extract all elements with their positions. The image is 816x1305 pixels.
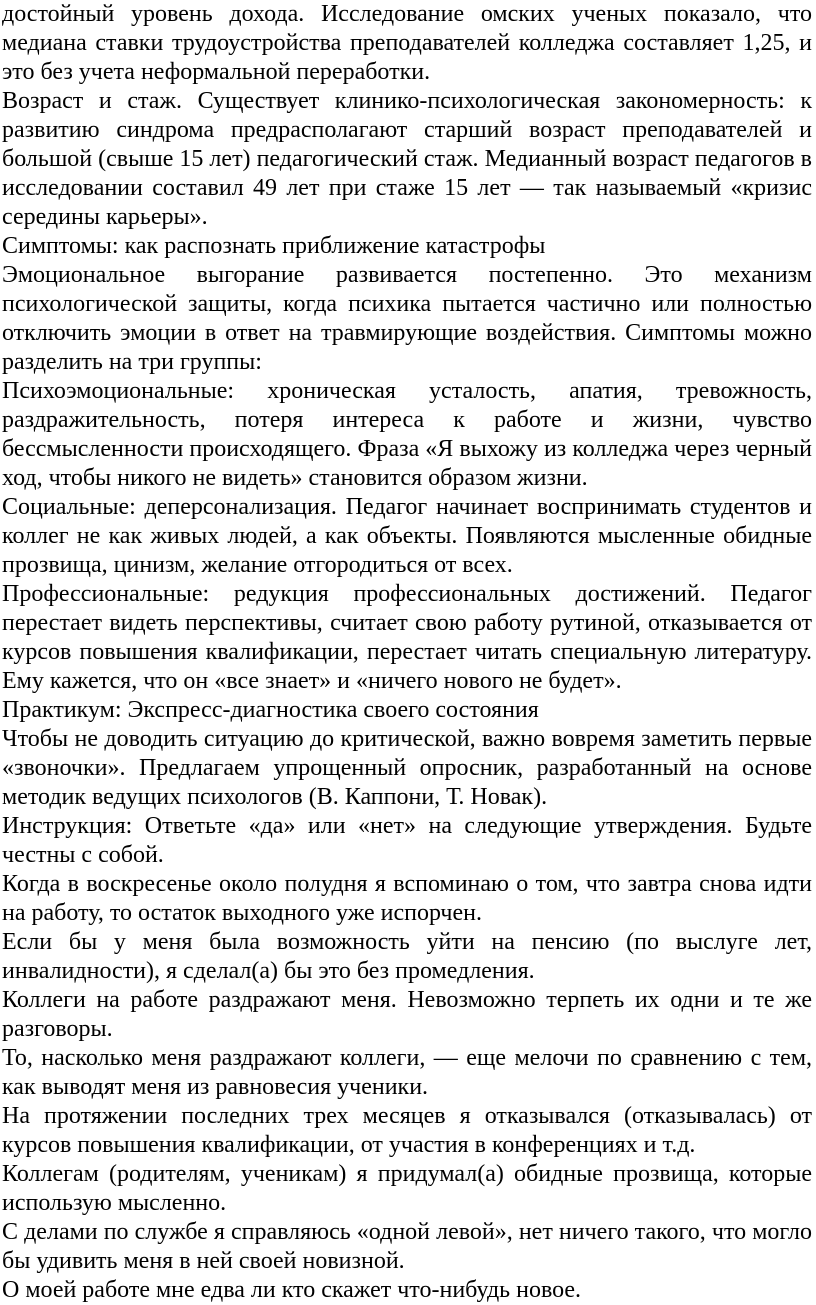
paragraph-income: достойный уровень дохода. Исследование омских ученых показало, что медиана ставки трудоустройства преподавателей колледжа составляет 1,25, и это без учета неформальной переработки.	[2, 1, 812, 85]
statement-item: На протяжении последних трех месяцев я отказывался (отказывалась) от курсов повышения квалификации, от участия в конференциях и т.д.	[2, 1103, 812, 1158]
statement-item: Коллегам (родителям, ученикам) я придумал(а) обидные прозвища, которые использую мысленно.	[2, 1161, 812, 1216]
paragraph-questionnaire-intro: Чтобы не доводить ситуацию до критической, важно вовремя заметить первые «звоночки». Предлагаем упрощенный опросник, разработанный на основе методик ведущих психологов (В. Каппони, Т. Новак).	[2, 726, 812, 810]
statement-item: Когда в воскресенье около полудня я вспоминаю о том, что завтра снова идти на работу, то остаток выходного уже испорчен.	[2, 871, 812, 926]
paragraph-professional: Профессиональные: редукция профессиональных достижений. Педагог перестает видеть перспективы, считает свою работу рутиной, отказывается от курсов повышения квалификации, перестает читать специальную литературу. Ему кажется, что он «все знает» и «ничего нового не будет».	[2, 581, 812, 694]
paragraph-social: Социальные: деперсонализация. Педагог начинает воспринимать студентов и коллег не как живых людей, а как объекты. Появляются мысленные обидные прозвища, цинизм, желание отгородиться от всех.	[2, 494, 812, 578]
section-heading-practicum: Практикум: Экспресс-диагностика своего состояния	[2, 697, 539, 723]
statement-item: С делами по службе я справляюсь «одной левой», нет ничего такого, что могло бы удивить меня в ней своей новизной.	[2, 1219, 812, 1274]
paragraph-burnout-intro: Эмоциональное выгорание развивается постепенно. Это механизм психологической защиты, когда психика пытается частично или полностью отключить эмоции в ответ на травмирующие воздействия. Симптомы можно разделить на три группы:	[2, 262, 812, 375]
paragraph-psychoemotional: Психоэмоциональные: хроническая усталость, апатия, тревожность, раздражительность, потеря интереса к работе и жизни, чувство бессмысленности происходящего. Фраза «Я выхожу из колледжа через черный ход, чтобы никого не видеть» становится образом жизни.	[2, 378, 812, 491]
statement-item: Коллеги на работе раздражают меня. Невозможно терпеть их одни и те же разговоры.	[2, 987, 812, 1042]
paragraph-age-experience: Возраст и стаж. Существует клинико-психологическая закономерность: к развитию синдрома предрасполагают старший возраст преподавателей и большой (свыше 15 лет) педагогический стаж. Медианный возраст педагогов в исследовании составил 49 лет при стаже 15 лет — так называемый «кризис середины карьеры».	[2, 88, 812, 230]
statement-item: О моей работе мне едва ли кто скажет что-нибудь новое.	[2, 1277, 582, 1303]
statement-item: Если бы у меня была возможность уйти на пенсию (по выслуге лет, инвалидности), я сделал(а) бы это без промедления.	[2, 929, 812, 984]
statement-item: То, насколько меня раздражают коллеги, — еще мелочи по сравнению с тем, как выводят меня из равновесия ученики.	[2, 1045, 812, 1100]
paragraph-instruction: Инструкция: Ответьте «да» или «нет» на следующие утверждения. Будьте честны с собой.	[2, 813, 812, 868]
section-heading-symptoms: Симптомы: как распознать приближение катастрофы	[2, 233, 546, 259]
